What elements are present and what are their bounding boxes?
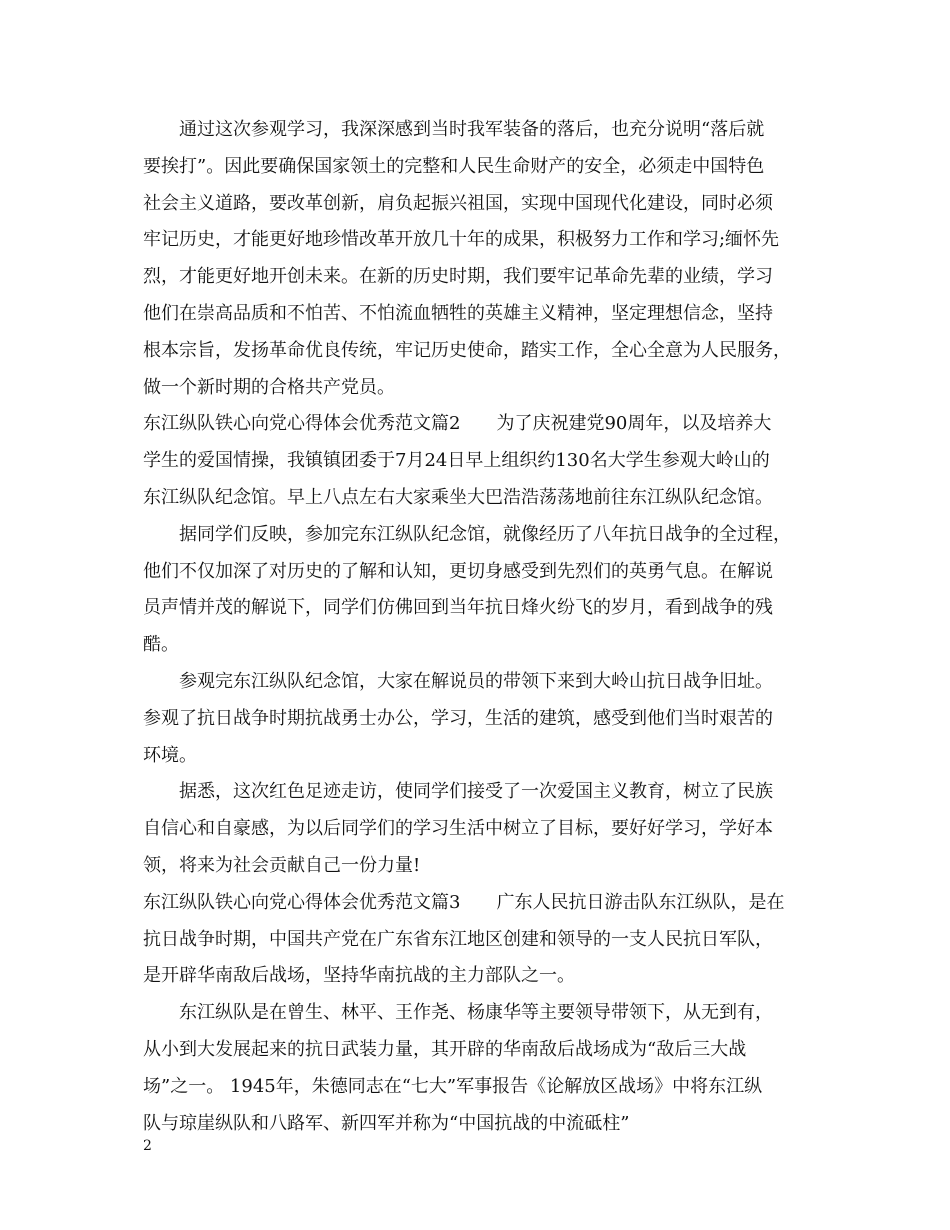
text-line: 东江纵队纪念馆。早上八点左右大家乘坐大巴浩浩荡荡地前往东江纵队纪念馆。 xyxy=(143,486,773,508)
text-line: 烈，才能更好地开创未来。在新的历史时期，我们要牢记革命先辈的业绩，学习 xyxy=(143,266,773,288)
text-line: 做一个新时期的合格共产党员。 xyxy=(143,376,395,398)
text-line: 从小到大发展起来的抗日武装力量，其开辟的华南敌后战场成为“敌后三大战 xyxy=(143,1038,747,1060)
text-line: 他们在崇高品质和不怕苦、不怕流血牺牲的英雄主义精神，坚定理想信念，坚持 xyxy=(143,302,773,324)
text-line: 据悉，这次红色足迹走访，使同学们接受了一次爱国主义教育，树立了民族 xyxy=(143,781,773,803)
text-line: 东江纵队铁心向党心得体会优秀范文篇3 广东人民抗日游击队东江纵队，是在 xyxy=(143,891,785,913)
text-line: 他们不仅加深了对历史的了解和认知，更切身感受到先烈们的英勇气息。在解说 xyxy=(143,560,773,582)
text-line: 据同学们反映，参加完东江纵队纪念馆，就像经历了八年抗日战争的全过程， xyxy=(143,523,791,545)
text-line: 场”之一。 1945年，朱德同志在“七大”军事报告《论解放区战场》中将东江纵 xyxy=(143,1075,763,1097)
page-number: 2 xyxy=(143,1138,152,1154)
text-line: 队与琼崖纵队和八路军、新四军并称为“中国抗战的中流砥柱” xyxy=(143,1112,630,1134)
text-line: 东江纵队铁心向党心得体会优秀范文篇2 为了庆祝建党90周年，以及培养大 xyxy=(143,413,772,435)
text-line: 自信心和自豪感，为以后同学们的学习生活中树立了目标，要好好学习，学好本 xyxy=(143,818,773,840)
text-line: 通过这次参观学习，我深深感到当时我军装备的落后，也充分说明“落后就 xyxy=(143,119,765,140)
text-line: 参观完东江纵队纪念馆，大家在解说员的带领下来到大岭山抗日战争旧址。 xyxy=(143,670,773,692)
text-line: 社会主义道路，要改革创新，肩负起振兴祖国，实现中国现代化建设，同时必须 xyxy=(143,192,773,214)
text-line: 酷。 xyxy=(143,634,179,656)
text-line: 领，将来为社会贡献自己一份力量! xyxy=(143,854,421,876)
text-line: 参观了抗日战争时期抗战勇士办公，学习，生活的建筑，感受到他们当时艰苦的 xyxy=(143,707,773,729)
text-line: 员声情并茂的解说下，同学们仿佛回到当年抗日烽火纷飞的岁月，看到战争的残 xyxy=(143,597,773,619)
text-line: 根本宗旨，发扬革命优良传统，牢记历史使命，踏实工作，全心全意为人民服务， xyxy=(143,339,791,361)
text-line: 环境。 xyxy=(143,744,197,766)
text-line: 要挨打”。因此要确保国家领土的完整和人民生命财产的安全，必须走中国特色 xyxy=(143,155,765,177)
text-line: 牢记历史，才能更好地珍惜改革开放几十年的成果，积极努力工作和学习;缅怀先 xyxy=(143,229,780,251)
text-line: 东江纵队是在曾生、林平、王作尧、杨康华等主要领导带领下，从无到有， xyxy=(143,1002,773,1024)
text-line: 学生的爱国情操，我镇镇团委于7月24日早上组织约130名大学生参观大岭山的 xyxy=(143,450,770,472)
text-line: 是开辟华南敌后战场，坚持华南抗战的主力部队之一。 xyxy=(143,965,575,987)
body-text xyxy=(143,112,815,1142)
text-line: 抗日战争时期，中国共产党在广东省东江地区创建和领导的一支人民抗日军队， xyxy=(143,928,773,950)
